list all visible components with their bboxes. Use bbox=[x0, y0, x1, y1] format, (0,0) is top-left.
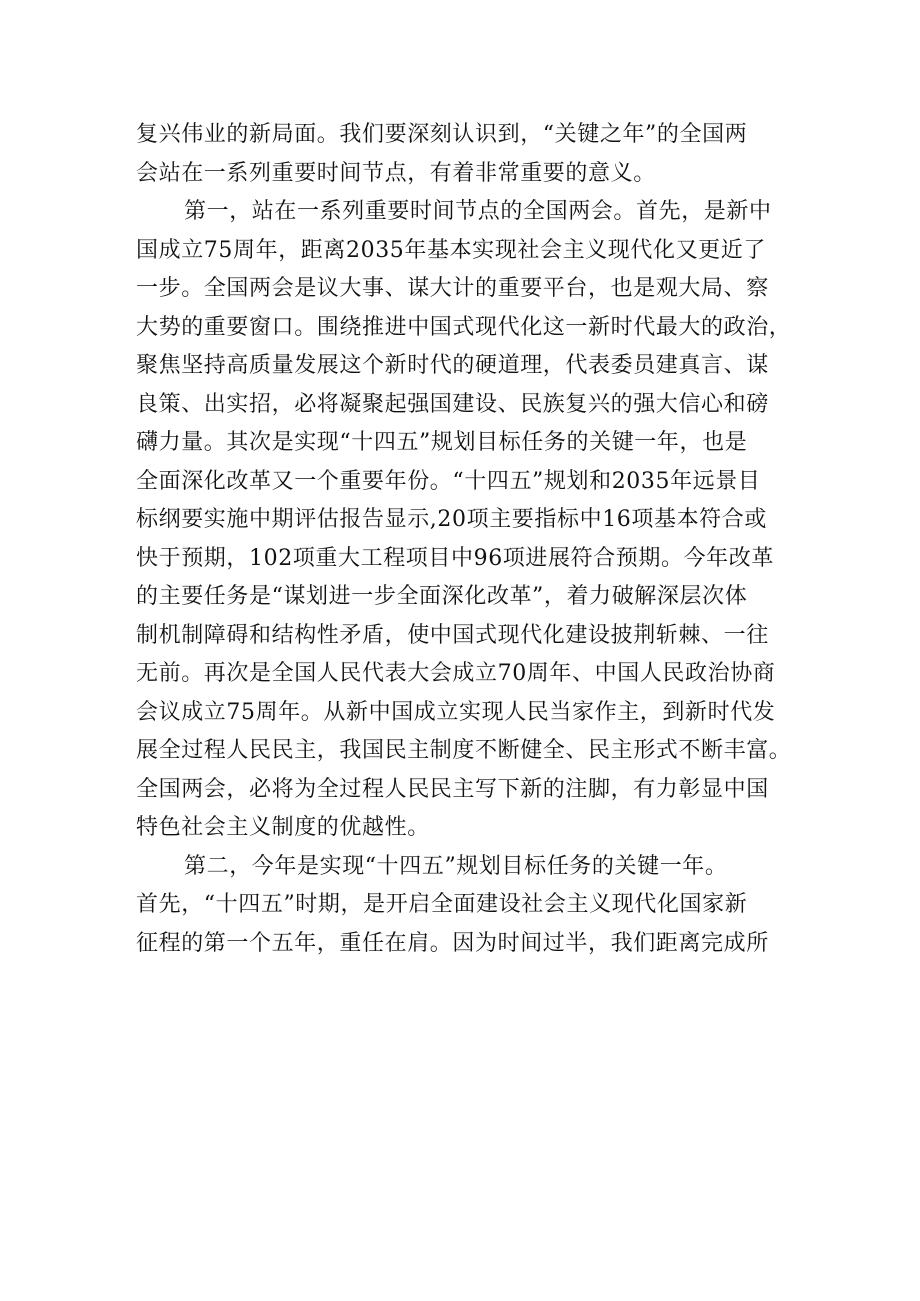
text-line: 征程的第一个五年，重任在肩。因为时间过半，我们距离完成所 bbox=[136, 930, 769, 956]
text-line: 的主要任务是“谋划进一步全面深化改革”，着力破解深层次体 bbox=[136, 584, 748, 609]
text-line: 一步。全国两会是议大事、谋大计的重要平台，也是观大局、察 bbox=[136, 276, 769, 301]
text-line: 国成立75周年，距离2035年基本实现社会主义现代化又更近了 bbox=[136, 237, 766, 263]
text-line: 快于预期，102项重大工程项目中96项进展符合预期。今年改革 bbox=[136, 545, 774, 571]
text-line: 大势的重要窗口。围绕推进中国式现代化这一新时代最大的政治， bbox=[136, 314, 792, 340]
text-line: 礴力量。其次是实现“十四五”规划目标任务的关键一年，也是 bbox=[136, 430, 748, 455]
text-line: 制机制障碍和结构性矛盾，使中国式现代化建设披荆斩棘、一往 bbox=[136, 622, 769, 648]
text-line: 第二，今年是实现“十四五”规划目标任务的关键一年。 bbox=[184, 853, 728, 879]
text-line: 全面深化改革又一个重要年份。“十四五”规划和2035年远景目 bbox=[136, 468, 761, 494]
text-line: 特色社会主义制度的优越性。 bbox=[136, 815, 430, 840]
text-line: 无前。再次是全国人民代表大会成立70周年、中国人民政治协商 bbox=[136, 661, 776, 686]
text-line: 首先，“十四五”时期，是开启全面建设社会主义现代化国家新 bbox=[136, 892, 748, 917]
text-line: 标纲要实施中期评估报告显示,20项主要指标中16项基本符合或 bbox=[136, 507, 767, 532]
text-line: 会站在一系列重要时间节点，有着非常重要的意义。 bbox=[136, 160, 656, 186]
body-text bbox=[136, 116, 796, 963]
text-line: 全国两会，必将为全过程人民民主写下新的注脚，有力彰显中国 bbox=[136, 776, 769, 802]
text-line: 聚焦坚持高质量发展这个新时代的硬道理，代表委员建真言、谋 bbox=[136, 353, 769, 378]
text-line: 良策、出实招，必将凝聚起强国建设、民族复兴的强大信心和磅 bbox=[136, 391, 769, 417]
text-line: 第一，站在一系列重要时间节点的全国两会。首先，是新中 bbox=[184, 199, 772, 224]
text-line: 会议成立75周年。从新中国成立实现人民当家作主，到新时代发 bbox=[136, 699, 776, 725]
text-line: 复兴伟业的新局面。我们要深刻认识到，“关键之年”的全国两 bbox=[136, 122, 748, 147]
text-line: 展全过程人民民主，我国民主制度不断健全、民主形式不断丰富。 bbox=[136, 738, 792, 763]
